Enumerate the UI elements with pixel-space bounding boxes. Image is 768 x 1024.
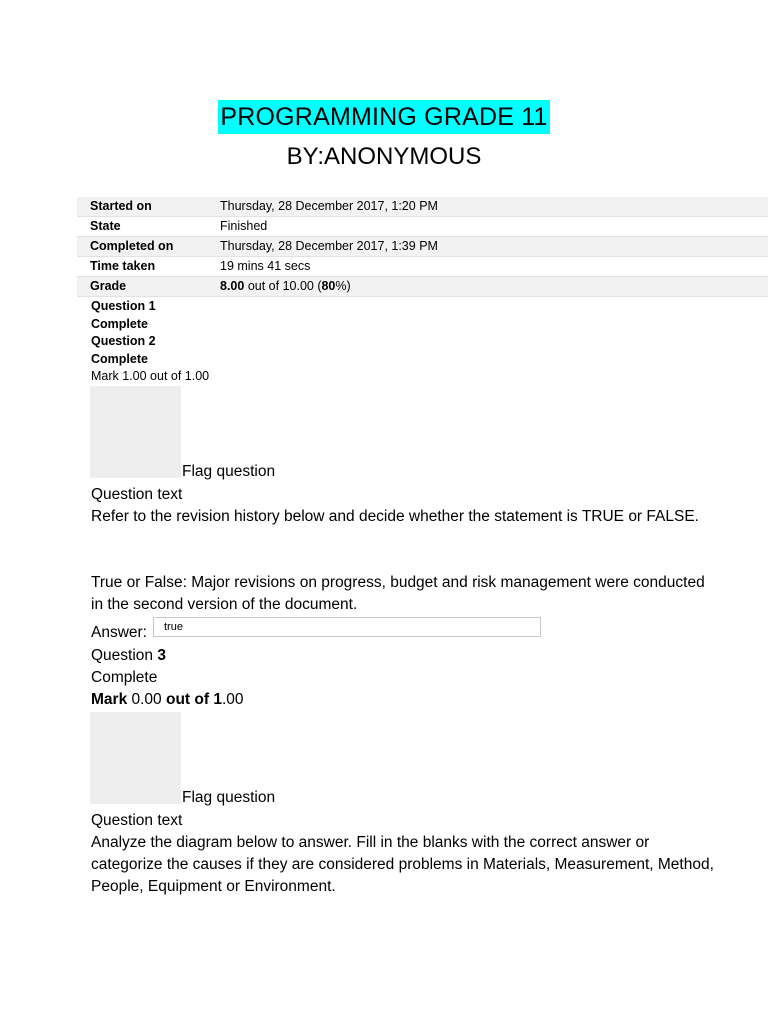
summary-row-grade: [77, 277, 768, 297]
question-2-number: Question 2: [91, 334, 156, 348]
question-text-label: Question text: [91, 486, 183, 503]
question-3-state: Complete: [91, 669, 158, 686]
mark-max-int: 1: [213, 691, 222, 708]
summary-label: Time taken: [90, 259, 156, 273]
grade-score: 8.00: [220, 279, 245, 293]
question-3-mark: [91, 689, 244, 711]
summary-row-completed: [77, 237, 768, 257]
mark-value: 0.00: [131, 691, 162, 708]
page-subtitle: BY:ANONYMOUS: [286, 143, 482, 170]
question-3-header: [91, 645, 244, 711]
flag-icon[interactable]: [90, 386, 181, 478]
summary-label: Started on: [90, 199, 152, 213]
summary-label: Completed on: [90, 239, 174, 253]
answer-input[interactable]: true: [153, 617, 541, 637]
summary-row-state: [77, 217, 768, 237]
summary-value: 19 mins 41 secs: [220, 259, 311, 273]
grade-out-of: out of 10.00 (: [244, 279, 322, 293]
summary-row-time-taken: [77, 257, 768, 277]
page-title: PROGRAMMING GRADE 11: [218, 100, 549, 134]
question-info-block: [91, 298, 209, 386]
flag-question-link[interactable]: Flag question: [182, 789, 276, 806]
summary-label: Grade: [90, 279, 127, 293]
grade-percent: 80: [321, 279, 336, 293]
grade-value: [220, 277, 768, 296]
question-3-number: [91, 645, 244, 667]
mark-max-dec: .00: [221, 691, 244, 708]
question-text-label: Question text: [91, 812, 183, 829]
question-3-num: 3: [157, 647, 166, 664]
summary-value: Thursday, 28 December 2017, 1:39 PM: [220, 239, 438, 253]
summary-label: State: [90, 219, 121, 233]
summary-value: Thursday, 28 December 2017, 1:20 PM: [220, 199, 438, 213]
question-1-state: Complete: [91, 316, 148, 331]
mark-out-of: out of: [161, 691, 214, 708]
grade-percent-close: %): [335, 279, 351, 293]
flag-icon[interactable]: [90, 712, 181, 804]
question-3-paragraph-1: Analyze the diagram below to answer. Fill in the blanks with the correct answer or categorize the causes if they are considered problems in Materials, Measurement, Method, People, Equipment or Environment.: [91, 834, 714, 895]
question-1-number: Question 1: [91, 299, 156, 313]
question-2-state: Complete: [91, 351, 148, 366]
title-wrap: [0, 100, 768, 134]
question-3-label-prefix: Question: [91, 647, 158, 664]
summary-value: Finished: [220, 219, 268, 233]
question-2-paragraph-1: Refer to the revision history below and decide whether the statement is TRUE or FALSE.: [91, 508, 699, 525]
question-2-paragraph-2: True or False: Major revisions on progress, budget and risk management were conducted in the second version of the document.: [91, 574, 705, 613]
question-2-mark: Mark 1.00 out of 1.00: [91, 369, 210, 383]
mark-word: Mark: [91, 691, 132, 708]
flag-question-link[interactable]: Flag question: [182, 463, 276, 480]
answer-label: Answer:: [91, 624, 147, 641]
summary-row-started: [77, 197, 768, 217]
attempt-summary-table: [77, 197, 768, 297]
